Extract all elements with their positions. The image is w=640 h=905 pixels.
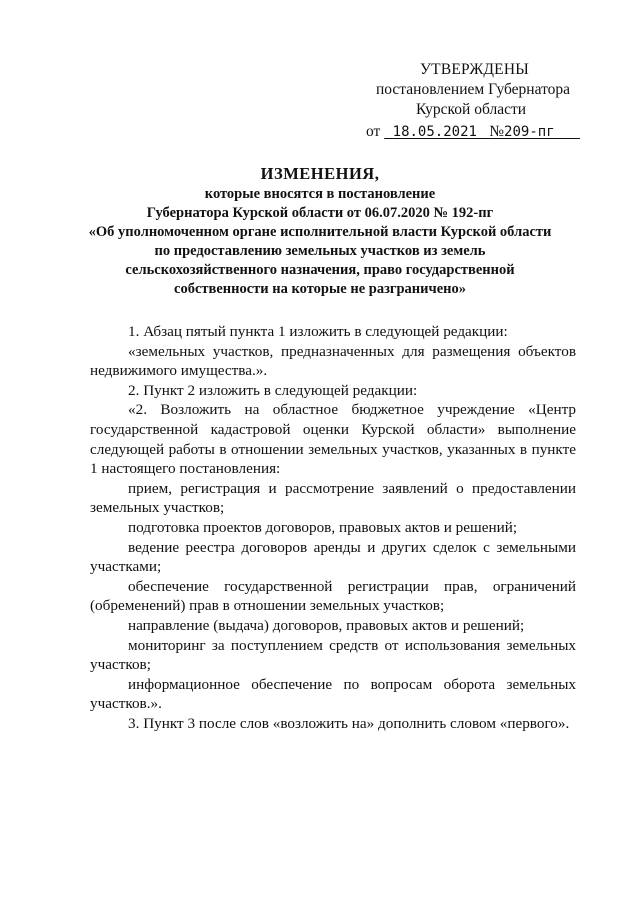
paragraph: обеспечение государственной регистрации прав, ограничений (обременений) прав в отношении земельных участков;	[90, 577, 576, 615]
approval-authority: постановлением Губернатора	[376, 81, 571, 98]
paragraph: информационное обеспечение по вопросам оборота земельных участков.».	[90, 675, 576, 713]
paragraph: направление (выдача) договоров, правовых актов и решений;	[128, 616, 525, 634]
paragraph: 2. Пункт 2 изложить в следующей редакции:	[128, 381, 418, 399]
heading-line: «Об уполномоченном органе исполнительной власти Курской области	[88, 224, 552, 240]
heading-line: по предоставлению земельных участков из земель	[154, 243, 486, 259]
paragraph: 3. Пункт 3 после слов «возложить на» дополнить словом «первого».	[128, 714, 570, 732]
approval-date: 18.05.2021	[392, 124, 477, 140]
paragraph: ведение реестра договоров аренды и других сделок с земельными участками;	[90, 538, 576, 576]
approval-stamp	[360, 60, 590, 142]
document-body	[90, 322, 576, 733]
heading-title: ИЗМЕНЕНИЯ,	[260, 164, 380, 183]
paragraph: «2. Возложить на областное бюджетное учреждение «Центр государственной кадастровой оценки Курской области» выполнение следующей работы в отношении земельных участков, указанных в пункте 1 настоящего постановления:	[90, 401, 576, 478]
paragraph: «земельных участков, предназначенных для размещения объектов недвижимого имущества.».	[90, 342, 576, 380]
heading-line: сельскохозяйственного назначения, право государственной	[125, 262, 515, 278]
approval-date-line	[360, 122, 590, 142]
document-heading	[60, 163, 580, 299]
paragraph: мониторинг за поступлением средств от использования земельных участков;	[90, 636, 576, 674]
heading-line: собственности на которые не разграничено»	[174, 281, 466, 297]
approval-number: 209-пг	[504, 124, 555, 140]
approval-title: УТВЕРЖДЕНЫ	[420, 61, 529, 78]
date-prefix: от	[366, 123, 381, 140]
approval-region: Курской области	[416, 101, 527, 118]
paragraph: прием, регистрация и рассмотрение заявлений о предоставлении земельных участков;	[90, 479, 576, 517]
heading-line: которые вносятся в постановление	[204, 186, 436, 202]
heading-line: Губернатора Курской области от 06.07.2020 № 192-пг	[146, 205, 494, 221]
paragraph: подготовка проектов договоров, правовых актов и решений;	[128, 518, 518, 536]
number-prefix: №	[489, 123, 505, 140]
paragraph: 1. Абзац пятый пункта 1 изложить в следующей редакции:	[128, 323, 508, 340]
